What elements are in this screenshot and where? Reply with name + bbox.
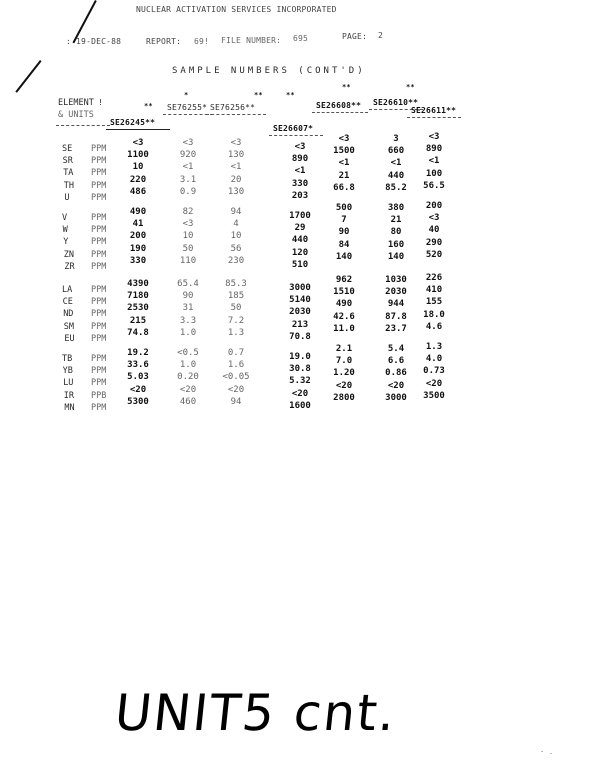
element-unit: PPM bbox=[91, 366, 107, 377]
table-cell: <20 bbox=[387, 380, 405, 391]
element-unit: PPM bbox=[91, 249, 107, 260]
table-cell: 82 bbox=[182, 207, 194, 217]
table-cell: 1.3 bbox=[425, 342, 443, 352]
table-cell: 90 bbox=[182, 291, 194, 302]
table-cell: 380 bbox=[387, 203, 405, 213]
table-cell: <0.05 bbox=[222, 372, 250, 383]
element-unit: PPM bbox=[91, 402, 107, 413]
table-cell: 7 bbox=[341, 215, 347, 226]
table-cell: 440 bbox=[291, 235, 309, 246]
table-cell: 23.7 bbox=[385, 323, 407, 334]
table-cell: 3000 bbox=[289, 283, 311, 293]
table-cell: 120 bbox=[291, 247, 309, 258]
table-cell: 3500 bbox=[423, 390, 445, 401]
table-cell: 490 bbox=[335, 299, 353, 310]
table-cell: 500 bbox=[335, 203, 353, 213]
column-header-rule bbox=[269, 135, 323, 136]
element-symbol: SM bbox=[63, 321, 75, 332]
element-symbol: EU bbox=[64, 333, 75, 344]
table-cell: 18.0 bbox=[423, 309, 445, 320]
table-cell: <1 bbox=[390, 158, 402, 169]
table-cell: 94 bbox=[230, 396, 242, 407]
table-cell: 410 bbox=[425, 285, 443, 296]
element-symbol: SR bbox=[62, 156, 73, 167]
column-header-se26608-: SE26608** bbox=[316, 101, 362, 110]
table-cell: 890 bbox=[425, 144, 443, 155]
table-cell: <20 bbox=[335, 380, 353, 391]
table-cell: 5.32 bbox=[289, 376, 311, 387]
table-cell: <1 bbox=[294, 166, 306, 177]
table-cell: 11.0 bbox=[333, 323, 355, 334]
column-marks: ** bbox=[342, 83, 351, 91]
element-symbol: TB bbox=[62, 354, 73, 364]
column-header-se76256-: SE76256** bbox=[210, 103, 256, 112]
table-cell: 220 bbox=[129, 174, 147, 185]
table-cell: 7180 bbox=[127, 291, 149, 302]
table-cell: 5300 bbox=[127, 396, 149, 407]
table-cell: 185 bbox=[227, 291, 245, 302]
table-cell: 4.0 bbox=[425, 354, 443, 365]
table-cell: 40 bbox=[428, 225, 440, 236]
element-symbol: Y bbox=[63, 237, 69, 248]
element-unit: PPM bbox=[91, 180, 107, 191]
table-cell: 1.20 bbox=[333, 368, 355, 379]
table-cell: 4 bbox=[233, 219, 239, 230]
element-symbol: TA bbox=[63, 168, 74, 179]
table-cell: 5.03 bbox=[127, 372, 149, 383]
table-cell: 1.3 bbox=[227, 327, 245, 338]
element-symbol: CE bbox=[62, 297, 73, 308]
table-cell: 1100 bbox=[127, 150, 149, 161]
report-value: 69! bbox=[194, 37, 210, 46]
table-cell: 2030 bbox=[289, 307, 311, 318]
page-number: 2 bbox=[378, 31, 384, 40]
table-cell: 56 bbox=[230, 243, 242, 254]
element-symbol: ZR bbox=[64, 261, 75, 272]
table-cell: 0.20 bbox=[177, 372, 199, 383]
file-number-value: 695 bbox=[293, 34, 309, 43]
table-cell: 7.2 bbox=[227, 315, 245, 326]
table-cell: 50 bbox=[182, 243, 194, 254]
table-cell: 213 bbox=[291, 319, 309, 330]
element-unit: PPM bbox=[91, 144, 107, 154]
element-unit: PPM bbox=[91, 213, 107, 223]
element-header-line1: ELEMENT bbox=[58, 98, 94, 108]
table-cell: <20 bbox=[227, 384, 245, 395]
column-marks: * bbox=[184, 91, 189, 99]
column-header-se26610-: SE26610** bbox=[373, 98, 419, 107]
table-cell: 130 bbox=[227, 150, 245, 161]
table-cell: 290 bbox=[425, 237, 443, 248]
table-cell: 2030 bbox=[385, 287, 407, 298]
column-header-se26607-: SE26607* bbox=[273, 124, 314, 133]
table-cell: 1600 bbox=[289, 400, 311, 411]
table-cell: <20 bbox=[291, 388, 309, 399]
table-cell: 0.7 bbox=[227, 348, 245, 358]
element-unit: PPM bbox=[91, 156, 107, 167]
table-cell: 140 bbox=[335, 251, 353, 262]
table-cell: 3.1 bbox=[179, 174, 197, 185]
table-cell: 944 bbox=[387, 299, 405, 310]
table-cell: 203 bbox=[291, 190, 309, 201]
table-cell: 10 bbox=[230, 231, 242, 242]
table-cell: 0.86 bbox=[385, 368, 407, 379]
element-unit: PPM bbox=[91, 225, 107, 236]
table-cell: 21 bbox=[390, 215, 402, 226]
table-cell: 41 bbox=[132, 219, 144, 230]
table-cell: 70.8 bbox=[289, 331, 311, 342]
element-unit: PPM bbox=[91, 333, 107, 344]
table-cell: 5140 bbox=[289, 295, 311, 306]
table-cell: <3 bbox=[294, 142, 306, 152]
table-cell: 33.6 bbox=[127, 360, 149, 371]
column-header-rule bbox=[206, 114, 266, 115]
table-cell: 962 bbox=[335, 275, 353, 285]
table-title: SAMPLE NUMBERS (CONT'D) bbox=[172, 66, 366, 76]
column-marks: ** bbox=[254, 91, 263, 99]
element-unit: PPM bbox=[91, 321, 107, 332]
table-cell: <3 bbox=[338, 134, 350, 144]
table-cell: 30.8 bbox=[289, 364, 311, 375]
table-cell: 486 bbox=[129, 186, 147, 197]
table-cell: 0.73 bbox=[423, 366, 445, 377]
table-cell: 42.6 bbox=[333, 311, 355, 322]
table-cell: 10 bbox=[182, 231, 194, 242]
element-unit: PPM bbox=[91, 261, 107, 272]
table-cell: <3 bbox=[230, 138, 242, 148]
table-cell: <3 bbox=[428, 213, 440, 224]
column-header-se26611-: SE26611** bbox=[411, 106, 457, 115]
element-symbol: LA bbox=[62, 285, 73, 295]
element-symbol: W bbox=[62, 225, 68, 236]
table-cell: 100 bbox=[425, 168, 443, 179]
table-cell: 19.0 bbox=[289, 352, 311, 362]
element-unit: PPB bbox=[91, 390, 107, 401]
column-header-se76255-: SE76255* bbox=[167, 103, 208, 112]
table-cell: 1.6 bbox=[227, 360, 245, 371]
table-cell: <0.5 bbox=[177, 348, 199, 358]
element-symbol: TH bbox=[63, 180, 75, 191]
element-symbol: SE bbox=[62, 144, 73, 154]
element-symbol: IR bbox=[63, 390, 75, 401]
table-cell: 3.3 bbox=[179, 315, 197, 326]
table-cell: <20 bbox=[129, 384, 147, 395]
table-cell: 80 bbox=[390, 227, 402, 238]
table-cell: 56.5 bbox=[423, 180, 445, 191]
table-cell: 330 bbox=[291, 178, 309, 189]
table-cell: 190 bbox=[129, 243, 147, 254]
element-unit: PPM bbox=[91, 378, 107, 389]
report-label: REPORT: bbox=[146, 37, 182, 46]
table-cell: <1 bbox=[230, 162, 242, 173]
table-cell: <3 bbox=[428, 132, 440, 142]
column-header-rule bbox=[407, 117, 461, 118]
table-cell: 5.4 bbox=[387, 344, 405, 354]
element-symbol: V bbox=[62, 213, 68, 223]
element-unit: PPM bbox=[91, 309, 107, 320]
table-cell: <3 bbox=[182, 219, 194, 230]
element-header-line2: & UNITS bbox=[58, 110, 94, 120]
table-cell: 19.2 bbox=[127, 348, 149, 358]
table-cell: 66.8 bbox=[333, 182, 355, 193]
page-specks: · . bbox=[540, 748, 554, 756]
table-cell: 490 bbox=[129, 207, 147, 217]
element-symbol: ND bbox=[63, 309, 74, 320]
element-symbol: ZN bbox=[63, 249, 75, 260]
table-cell: 230 bbox=[227, 255, 245, 266]
table-cell: 2800 bbox=[333, 392, 355, 403]
table-cell: 50 bbox=[230, 303, 242, 314]
table-cell: 200 bbox=[425, 201, 443, 211]
table-cell: 110 bbox=[179, 255, 197, 266]
table-cell: 3000 bbox=[385, 392, 407, 403]
table-cell: 84 bbox=[338, 239, 350, 250]
table-cell: 4.6 bbox=[425, 321, 443, 332]
element-unit: PPM bbox=[91, 237, 107, 248]
element-symbol: YB bbox=[62, 366, 73, 377]
element-unit: PPM bbox=[91, 285, 107, 295]
column-marks: ** bbox=[144, 102, 153, 110]
table-cell: 1510 bbox=[333, 287, 355, 298]
table-cell: 460 bbox=[179, 396, 197, 407]
table-cell: 2530 bbox=[127, 303, 149, 314]
table-cell: 1500 bbox=[333, 146, 355, 157]
table-cell: <1 bbox=[338, 158, 350, 169]
table-cell: 90 bbox=[338, 227, 350, 238]
table-cell: 4390 bbox=[127, 279, 149, 289]
table-cell: 155 bbox=[425, 297, 443, 308]
column-header-se26245-: SE26245** bbox=[110, 118, 156, 127]
table-cell: 87.8 bbox=[385, 311, 407, 322]
report-date: : 19-DEC-88 bbox=[66, 37, 122, 46]
table-cell: 1700 bbox=[289, 211, 311, 221]
table-cell: <3 bbox=[132, 138, 144, 148]
element-unit: PPM bbox=[91, 192, 107, 203]
table-cell: 1.0 bbox=[179, 327, 197, 338]
table-cell: 1.0 bbox=[179, 360, 197, 371]
table-cell: 440 bbox=[387, 170, 405, 181]
element-symbol: LU bbox=[63, 378, 74, 389]
table-cell: 215 bbox=[129, 315, 147, 326]
company-name: NUCLEAR ACTIVATION SERVICES INCORPORATED bbox=[136, 5, 337, 14]
table-cell: 660 bbox=[387, 146, 405, 157]
column-marks: ** bbox=[406, 83, 415, 91]
table-cell: 10 bbox=[132, 162, 144, 173]
element-unit: PPM bbox=[91, 168, 107, 179]
table-cell: 200 bbox=[129, 231, 147, 242]
table-cell: 74.8 bbox=[127, 327, 149, 338]
table-cell: 920 bbox=[179, 150, 197, 161]
page-label: PAGE: bbox=[342, 32, 368, 41]
table-cell: 94 bbox=[230, 207, 242, 217]
table-cell: 330 bbox=[129, 255, 147, 266]
header-separator: ! bbox=[98, 98, 104, 107]
table-cell: <1 bbox=[182, 162, 194, 173]
file-number-label: FILE NUMBER: bbox=[221, 36, 282, 45]
element-symbol: MN bbox=[64, 402, 75, 413]
table-cell: 160 bbox=[387, 239, 405, 250]
table-cell: 890 bbox=[291, 154, 309, 165]
table-cell: 130 bbox=[227, 186, 245, 197]
table-cell: 520 bbox=[425, 249, 443, 260]
table-cell: 7.0 bbox=[335, 356, 353, 367]
table-cell: 1030 bbox=[385, 275, 407, 285]
table-cell: 226 bbox=[425, 273, 443, 283]
element-symbol: U bbox=[64, 192, 70, 203]
table-cell: <20 bbox=[425, 378, 443, 389]
table-cell: 85.2 bbox=[385, 182, 407, 193]
table-cell: 21 bbox=[338, 170, 350, 181]
table-cell: <1 bbox=[428, 156, 440, 167]
margin-pen-stroke-2 bbox=[15, 60, 41, 93]
table-cell: <3 bbox=[182, 138, 194, 148]
handwritten-note: UNIT5 cnt. bbox=[111, 684, 400, 742]
table-cell: 2.1 bbox=[335, 344, 353, 354]
element-unit: PPM bbox=[91, 297, 107, 308]
column-header-rule bbox=[312, 112, 368, 113]
table-cell: 31 bbox=[182, 303, 194, 314]
table-cell: 510 bbox=[291, 259, 309, 270]
table-cell: 0.9 bbox=[179, 186, 197, 197]
table-cell: 85.3 bbox=[225, 279, 247, 289]
table-cell: 29 bbox=[294, 223, 306, 234]
element-header-rule bbox=[56, 125, 110, 126]
table-cell: 20 bbox=[230, 174, 242, 185]
element-unit: PPM bbox=[91, 354, 107, 364]
table-cell: 140 bbox=[387, 251, 405, 262]
column-header-rule bbox=[106, 129, 170, 130]
table-cell: <20 bbox=[179, 384, 197, 395]
column-marks: ** bbox=[286, 91, 295, 99]
table-cell: 6.6 bbox=[387, 356, 405, 367]
table-cell: 65.4 bbox=[177, 279, 199, 289]
table-cell: 3 bbox=[393, 134, 399, 144]
